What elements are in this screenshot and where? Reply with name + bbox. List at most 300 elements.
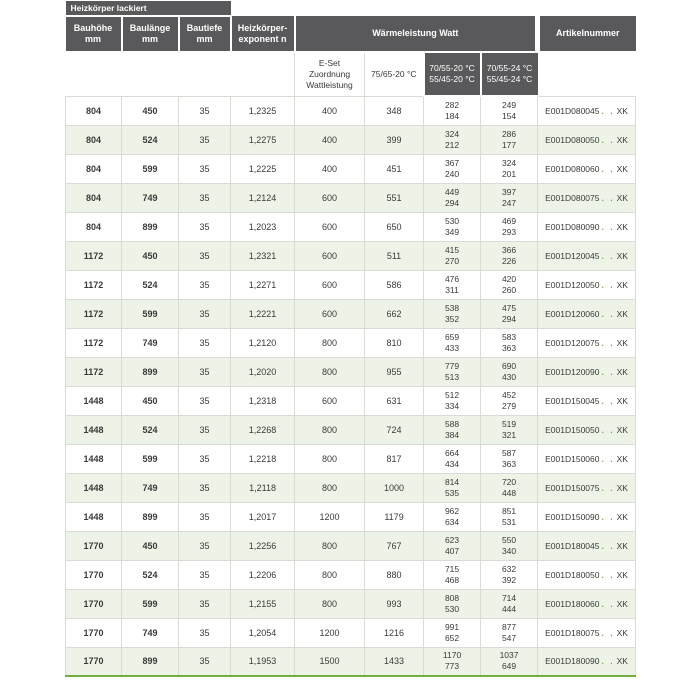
cell-bauhoehe: 1172 bbox=[66, 299, 122, 328]
cell-watt-7055-24 bbox=[481, 183, 538, 212]
watt-7055-20-value: 664 bbox=[444, 447, 460, 458]
subheader-spacer-baulaenge bbox=[122, 52, 179, 96]
cell-artikelnummer bbox=[538, 473, 636, 502]
artikel-dots: . . bbox=[601, 511, 615, 522]
watt-7055-24-value: 851 bbox=[501, 505, 517, 516]
subheader-7055-24 bbox=[481, 52, 538, 96]
table-row bbox=[66, 647, 636, 676]
title-row bbox=[66, 1, 636, 16]
artikel-suffix: XK bbox=[616, 134, 628, 145]
cell-exponent: 1,2218 bbox=[231, 444, 295, 473]
col-header-bauhoehe-unit: mm bbox=[84, 34, 101, 44]
watt-7055-20-value: 538 bbox=[444, 302, 460, 313]
artikel-suffix: XK bbox=[616, 627, 628, 638]
artikel-dots: . . bbox=[601, 656, 615, 667]
cell-bautiefe: 35 bbox=[179, 386, 231, 415]
cell-bautiefe: 35 bbox=[179, 473, 231, 502]
cell-watt-7055-24 bbox=[481, 270, 538, 299]
watt-7055-24-value: 583 bbox=[501, 331, 517, 342]
cell-artikelnummer bbox=[538, 328, 636, 357]
cell-artikelnummer bbox=[538, 647, 636, 676]
artikel-base: E001D080045 bbox=[545, 105, 600, 116]
artikel-dots: . . bbox=[601, 221, 615, 232]
watt-7055-20-value: 324 bbox=[444, 128, 460, 139]
cell-bautiefe: 35 bbox=[179, 154, 231, 183]
table-row bbox=[66, 154, 636, 183]
cell-watt-7565: 993 bbox=[365, 589, 424, 618]
cell-bauhoehe: 1770 bbox=[66, 647, 122, 676]
subheader-eset bbox=[295, 52, 365, 96]
watt-5545-20-value: 773 bbox=[444, 661, 460, 672]
artikel-suffix: XK bbox=[616, 511, 628, 522]
cell-eset-wattleistung: 600 bbox=[295, 386, 365, 415]
col-header-bauhoehe-label: Bauhöhe bbox=[73, 23, 113, 33]
cell-watt-7055-24 bbox=[481, 241, 538, 270]
col-header-exponent-line1: Heizkörper- bbox=[237, 22, 288, 33]
cell-baulaenge: 749 bbox=[122, 618, 179, 647]
artikel-base: E001D150090 bbox=[545, 511, 600, 522]
subheader-5545-24-line2: 55/45-24 °C bbox=[486, 74, 533, 84]
cell-watt-7565: 767 bbox=[365, 531, 424, 560]
table-row bbox=[66, 270, 636, 299]
cell-watt-7055-20 bbox=[424, 502, 481, 531]
watt-7055-24-value: 550 bbox=[501, 534, 517, 545]
cell-artikelnummer bbox=[538, 618, 636, 647]
cell-watt-7565: 650 bbox=[365, 212, 424, 241]
watt-7055-20-value: 1170 bbox=[442, 650, 462, 661]
cell-bautiefe: 35 bbox=[179, 357, 231, 386]
watt-7055-20-value: 530 bbox=[444, 215, 460, 226]
watt-5545-24-value: 321 bbox=[501, 429, 517, 440]
col-header-bautiefe bbox=[179, 16, 231, 52]
cell-bautiefe: 35 bbox=[179, 647, 231, 676]
artikel-dots: . . bbox=[601, 163, 615, 174]
watt-7055-20-value: 808 bbox=[444, 592, 460, 603]
cell-baulaenge: 599 bbox=[122, 444, 179, 473]
cell-bauhoehe: 1770 bbox=[66, 531, 122, 560]
cell-eset-wattleistung: 600 bbox=[295, 299, 365, 328]
watt-5545-24-value: 201 bbox=[501, 168, 517, 179]
cell-watt-7055-20 bbox=[424, 618, 481, 647]
watt-5545-24-value: 547 bbox=[501, 632, 517, 643]
subheader-row bbox=[66, 52, 636, 96]
artikel-suffix: XK bbox=[616, 105, 628, 116]
cell-watt-7055-20 bbox=[424, 299, 481, 328]
cell-baulaenge: 524 bbox=[122, 560, 179, 589]
cell-bautiefe: 35 bbox=[179, 241, 231, 270]
subheader-7055-24-line1: 70/55-24 °C bbox=[486, 63, 533, 73]
cell-bauhoehe: 1172 bbox=[66, 241, 122, 270]
artikel-base: E001D180050 bbox=[545, 569, 600, 580]
cell-exponent: 1,2124 bbox=[231, 183, 295, 212]
header-row bbox=[66, 16, 636, 52]
artikel-base: E001D080050 bbox=[545, 134, 600, 145]
watt-7055-24-value: 519 bbox=[501, 418, 517, 429]
watt-7055-24-value: 1037 bbox=[499, 650, 519, 661]
cell-artikelnummer bbox=[538, 241, 636, 270]
cell-bauhoehe: 804 bbox=[66, 125, 122, 154]
cell-bautiefe: 35 bbox=[179, 589, 231, 618]
table-row bbox=[66, 183, 636, 212]
artikel-suffix: XK bbox=[616, 424, 628, 435]
artikel-dots: . . bbox=[601, 192, 615, 203]
cell-artikelnummer bbox=[538, 299, 636, 328]
artikel-dots: . . bbox=[601, 250, 615, 261]
cell-eset-wattleistung: 800 bbox=[295, 415, 365, 444]
subheader-spacer-artikel bbox=[538, 52, 636, 96]
cell-watt-7055-24 bbox=[481, 531, 538, 560]
artikel-dots: . . bbox=[601, 569, 615, 580]
artikel-base: E001D120090 bbox=[545, 366, 600, 377]
cell-artikelnummer bbox=[538, 531, 636, 560]
cell-watt-7055-20 bbox=[424, 154, 481, 183]
cell-exponent: 1,2023 bbox=[231, 212, 295, 241]
cell-exponent: 1,2020 bbox=[231, 357, 295, 386]
watt-7055-24-value: 420 bbox=[501, 273, 517, 284]
table-row bbox=[66, 531, 636, 560]
cell-eset-wattleistung: 800 bbox=[295, 357, 365, 386]
subheader-7055-20 bbox=[424, 52, 481, 96]
artikel-dots: . . bbox=[601, 627, 615, 638]
col-header-baulaenge-unit: mm bbox=[141, 34, 158, 44]
watt-5545-24-value: 448 bbox=[501, 487, 517, 498]
artikel-dots: . . bbox=[601, 279, 615, 290]
watt-5545-24-value: 340 bbox=[501, 545, 517, 556]
cell-watt-7565: 1216 bbox=[365, 618, 424, 647]
watt-7055-24-value: 587 bbox=[501, 447, 517, 458]
cell-bauhoehe: 1172 bbox=[66, 270, 122, 299]
artikel-suffix: XK bbox=[616, 337, 628, 348]
cell-watt-7055-24 bbox=[481, 589, 538, 618]
cell-eset-wattleistung: 400 bbox=[295, 154, 365, 183]
cell-bauhoehe: 1770 bbox=[66, 560, 122, 589]
watt-5545-20-value: 349 bbox=[444, 226, 460, 237]
artikel-base: E001D150075 bbox=[545, 482, 600, 493]
watt-7055-20-value: 415 bbox=[444, 244, 460, 255]
cell-watt-7055-20 bbox=[424, 328, 481, 357]
cell-watt-7055-20 bbox=[424, 183, 481, 212]
cell-eset-wattleistung: 800 bbox=[295, 589, 365, 618]
artikel-suffix: XK bbox=[616, 250, 628, 261]
table-row bbox=[66, 328, 636, 357]
cell-baulaenge: 899 bbox=[122, 357, 179, 386]
watt-5545-20-value: 311 bbox=[445, 284, 459, 295]
artikel-suffix: XK bbox=[616, 221, 628, 232]
cell-eset-wattleistung: 400 bbox=[295, 96, 365, 125]
watt-5545-20-value: 407 bbox=[444, 545, 460, 556]
cell-watt-7055-20 bbox=[424, 647, 481, 676]
cell-watt-7565: 817 bbox=[365, 444, 424, 473]
cell-bauhoehe: 1448 bbox=[66, 502, 122, 531]
cell-bauhoehe: 804 bbox=[66, 183, 122, 212]
cell-watt-7565: 348 bbox=[365, 96, 424, 125]
cell-baulaenge: 524 bbox=[122, 125, 179, 154]
cell-artikelnummer bbox=[538, 125, 636, 154]
cell-artikelnummer bbox=[538, 183, 636, 212]
cell-bautiefe: 35 bbox=[179, 415, 231, 444]
cell-bautiefe: 35 bbox=[179, 502, 231, 531]
cell-baulaenge: 450 bbox=[122, 241, 179, 270]
cell-artikelnummer bbox=[538, 589, 636, 618]
cell-eset-wattleistung: 1200 bbox=[295, 618, 365, 647]
cell-watt-7055-20 bbox=[424, 473, 481, 502]
watt-5545-20-value: 240 bbox=[444, 168, 460, 179]
table-row bbox=[66, 502, 636, 531]
cell-eset-wattleistung: 800 bbox=[295, 560, 365, 589]
artikel-suffix: XK bbox=[616, 540, 628, 551]
col-header-exponent bbox=[231, 16, 295, 52]
cell-watt-7565: 586 bbox=[365, 270, 424, 299]
cell-exponent: 1,2118 bbox=[231, 473, 295, 502]
artikel-dots: . . bbox=[601, 105, 615, 116]
watt-7055-20-value: 991 bbox=[444, 621, 460, 632]
artikel-base: E001D120050 bbox=[545, 279, 600, 290]
cell-eset-wattleistung: 800 bbox=[295, 328, 365, 357]
watt-7055-20-value: 588 bbox=[444, 418, 460, 429]
watt-5545-24-value: 260 bbox=[501, 284, 517, 295]
cell-exponent: 1,1953 bbox=[231, 647, 295, 676]
cell-bauhoehe: 1172 bbox=[66, 328, 122, 357]
watt-5545-24-value: 531 bbox=[501, 516, 517, 527]
cell-watt-7565: 1433 bbox=[365, 647, 424, 676]
cell-bautiefe: 35 bbox=[179, 618, 231, 647]
watt-7055-24-value: 469 bbox=[501, 215, 517, 226]
cell-watt-7055-20 bbox=[424, 357, 481, 386]
cell-bauhoehe: 1448 bbox=[66, 386, 122, 415]
cell-artikelnummer bbox=[538, 502, 636, 531]
cell-exponent: 1,2225 bbox=[231, 154, 295, 183]
watt-5545-20-value: 433 bbox=[444, 342, 460, 353]
watt-5545-24-value: 363 bbox=[501, 458, 517, 469]
watt-7055-24-value: 475 bbox=[501, 302, 517, 313]
cell-exponent: 1,2271 bbox=[231, 270, 295, 299]
cell-bautiefe: 35 bbox=[179, 125, 231, 154]
subheader-eset-line3: Wattleistung bbox=[306, 79, 353, 90]
watt-5545-24-value: 430 bbox=[501, 371, 517, 382]
cell-baulaenge: 749 bbox=[122, 183, 179, 212]
artikel-suffix: XK bbox=[616, 395, 628, 406]
watt-7055-20-value: 282 bbox=[444, 99, 460, 110]
cell-baulaenge: 450 bbox=[122, 531, 179, 560]
col-header-artikelnummer: Artikelnummer bbox=[538, 16, 636, 52]
artikel-base: E001D180045 bbox=[545, 540, 600, 551]
artikel-suffix: XK bbox=[616, 308, 628, 319]
artikel-dots: . . bbox=[601, 366, 615, 377]
cell-watt-7055-20 bbox=[424, 212, 481, 241]
watt-7055-24-value: 690 bbox=[501, 360, 517, 371]
watt-5545-20-value: 530 bbox=[444, 603, 460, 614]
cell-bauhoehe: 804 bbox=[66, 212, 122, 241]
cell-bauhoehe: 1448 bbox=[66, 415, 122, 444]
watt-5545-20-value: 334 bbox=[444, 400, 460, 411]
subheader-spacer-exponent bbox=[231, 52, 295, 96]
watt-5545-20-value: 513 bbox=[444, 371, 460, 382]
watt-7055-24-value: 877 bbox=[501, 621, 517, 632]
cell-watt-7055-24 bbox=[481, 328, 538, 357]
cell-artikelnummer bbox=[538, 154, 636, 183]
cell-eset-wattleistung: 800 bbox=[295, 444, 365, 473]
cell-baulaenge: 599 bbox=[122, 154, 179, 183]
artikel-suffix: XK bbox=[616, 279, 628, 290]
cell-bautiefe: 35 bbox=[179, 96, 231, 125]
table-row bbox=[66, 386, 636, 415]
cell-watt-7055-20 bbox=[424, 96, 481, 125]
cell-bautiefe: 35 bbox=[179, 212, 231, 241]
watt-5545-20-value: 212 bbox=[444, 139, 460, 150]
cell-baulaenge: 899 bbox=[122, 647, 179, 676]
cell-bauhoehe: 804 bbox=[66, 154, 122, 183]
table-row bbox=[66, 473, 636, 502]
cell-watt-7565: 451 bbox=[365, 154, 424, 183]
cell-artikelnummer bbox=[538, 444, 636, 473]
cell-watt-7055-24 bbox=[481, 386, 538, 415]
cell-watt-7055-24 bbox=[481, 154, 538, 183]
cell-watt-7055-24 bbox=[481, 560, 538, 589]
table-row bbox=[66, 618, 636, 647]
cell-watt-7055-24 bbox=[481, 618, 538, 647]
cell-artikelnummer bbox=[538, 357, 636, 386]
cell-watt-7565: 1179 bbox=[365, 502, 424, 531]
cell-exponent: 1,2318 bbox=[231, 386, 295, 415]
table-row bbox=[66, 560, 636, 589]
watt-7055-24-value: 366 bbox=[501, 244, 517, 255]
watt-5545-20-value: 294 bbox=[444, 197, 460, 208]
artikel-suffix: XK bbox=[616, 366, 628, 377]
cell-watt-7055-24 bbox=[481, 125, 538, 154]
watt-5545-24-value: 363 bbox=[501, 342, 517, 353]
cell-watt-7055-24 bbox=[481, 473, 538, 502]
artikel-dots: . . bbox=[601, 424, 615, 435]
cell-watt-7565: 511 bbox=[365, 241, 424, 270]
data-table bbox=[65, 1, 636, 677]
watt-5545-24-value: 177 bbox=[501, 139, 517, 150]
col-header-baulaenge bbox=[122, 16, 179, 52]
watt-7055-24-value: 632 bbox=[501, 563, 517, 574]
table-row bbox=[66, 299, 636, 328]
table-row bbox=[66, 96, 636, 125]
watt-5545-24-value: 226 bbox=[501, 255, 517, 266]
artikel-base: E001D180090 bbox=[545, 656, 600, 667]
watt-7055-20-value: 715 bbox=[444, 563, 460, 574]
cell-watt-7055-20 bbox=[424, 125, 481, 154]
cell-exponent: 1,2268 bbox=[231, 415, 295, 444]
watt-7055-20-value: 962 bbox=[444, 505, 460, 516]
subheader-eset-line1: E-Set bbox=[318, 57, 341, 68]
artikel-suffix: XK bbox=[616, 656, 628, 667]
watt-5545-24-value: 294 bbox=[501, 313, 517, 324]
artikel-base: E001D120060 bbox=[545, 308, 600, 319]
cell-watt-7565: 1000 bbox=[365, 473, 424, 502]
cell-bautiefe: 35 bbox=[179, 328, 231, 357]
watt-5545-20-value: 652 bbox=[444, 632, 460, 643]
table-row bbox=[66, 444, 636, 473]
artikel-suffix: XK bbox=[616, 453, 628, 464]
table-row bbox=[66, 125, 636, 154]
cell-bautiefe: 35 bbox=[179, 270, 231, 299]
col-header-exponent-line2: exponent n bbox=[238, 33, 287, 44]
cell-exponent: 1,2017 bbox=[231, 502, 295, 531]
subheader-spacer-bautiefe bbox=[179, 52, 231, 96]
cell-exponent: 1,2221 bbox=[231, 299, 295, 328]
watt-5545-24-value: 649 bbox=[501, 661, 517, 672]
cell-watt-7055-20 bbox=[424, 270, 481, 299]
cell-watt-7565: 551 bbox=[365, 183, 424, 212]
cell-watt-7055-20 bbox=[424, 531, 481, 560]
cell-bauhoehe: 1770 bbox=[66, 589, 122, 618]
subheader-eset-line2: Zuordnung bbox=[308, 68, 351, 79]
cell-exponent: 1,2256 bbox=[231, 531, 295, 560]
cell-exponent: 1,2120 bbox=[231, 328, 295, 357]
col-header-baulaenge-label: Baulänge bbox=[129, 23, 171, 33]
watt-5545-20-value: 634 bbox=[444, 516, 460, 527]
artikel-suffix: XK bbox=[616, 598, 628, 609]
cell-watt-7055-24 bbox=[481, 647, 538, 676]
cell-baulaenge: 524 bbox=[122, 270, 179, 299]
artikel-dots: . . bbox=[601, 482, 615, 493]
cell-baulaenge: 599 bbox=[122, 299, 179, 328]
cell-bautiefe: 35 bbox=[179, 183, 231, 212]
watt-7055-20-value: 512 bbox=[444, 389, 460, 400]
cell-exponent: 1,2155 bbox=[231, 589, 295, 618]
watt-7055-24-value: 714 bbox=[501, 592, 517, 603]
artikel-suffix: XK bbox=[616, 569, 628, 580]
artikel-base: E001D120075 bbox=[545, 337, 600, 348]
cell-watt-7055-20 bbox=[424, 589, 481, 618]
cell-bauhoehe: 1770 bbox=[66, 618, 122, 647]
cell-watt-7055-20 bbox=[424, 386, 481, 415]
watt-5545-20-value: 352 bbox=[444, 313, 460, 324]
cell-eset-wattleistung: 800 bbox=[295, 531, 365, 560]
watt-7055-24-value: 397 bbox=[501, 186, 517, 197]
artikel-suffix: XK bbox=[616, 163, 628, 174]
cell-eset-wattleistung: 1500 bbox=[295, 647, 365, 676]
watt-7055-24-value: 720 bbox=[501, 476, 517, 487]
cell-artikelnummer bbox=[538, 386, 636, 415]
cell-watt-7565: 810 bbox=[365, 328, 424, 357]
cell-watt-7055-24 bbox=[481, 357, 538, 386]
cell-bautiefe: 35 bbox=[179, 444, 231, 473]
watt-7055-24-value: 286 bbox=[501, 128, 517, 139]
cell-eset-wattleistung: 400 bbox=[295, 125, 365, 154]
table-row bbox=[66, 589, 636, 618]
watt-7055-20-value: 449 bbox=[444, 186, 460, 197]
artikel-base: E001D150045 bbox=[545, 395, 600, 406]
artikel-dots: . . bbox=[601, 395, 615, 406]
subheader-5545-20-line2: 55/45-20 °C bbox=[429, 74, 475, 84]
cell-baulaenge: 899 bbox=[122, 502, 179, 531]
cell-bautiefe: 35 bbox=[179, 560, 231, 589]
table-title: Heizkörper lackiert bbox=[66, 1, 231, 16]
artikel-base: E001D180075 bbox=[545, 627, 600, 638]
subheader-7565: 75/65-20 °C bbox=[365, 52, 424, 96]
artikel-base: E001D150050 bbox=[545, 424, 600, 435]
cell-baulaenge: 524 bbox=[122, 415, 179, 444]
watt-5545-24-value: 247 bbox=[501, 197, 517, 208]
artikel-dots: . . bbox=[601, 308, 615, 319]
cell-artikelnummer bbox=[538, 212, 636, 241]
watt-7055-20-value: 814 bbox=[444, 476, 460, 487]
col-header-bauhoehe bbox=[66, 16, 122, 52]
artikel-base: E001D080060 bbox=[545, 163, 600, 174]
watt-7055-24-value: 324 bbox=[501, 157, 517, 168]
cell-artikelnummer bbox=[538, 560, 636, 589]
cell-watt-7055-24 bbox=[481, 96, 538, 125]
artikel-base: E001D080090 bbox=[545, 221, 600, 232]
watt-7055-20-value: 476 bbox=[444, 273, 460, 284]
cell-bauhoehe: 1172 bbox=[66, 357, 122, 386]
cell-watt-7565: 631 bbox=[365, 386, 424, 415]
artikel-dots: . . bbox=[601, 134, 615, 145]
